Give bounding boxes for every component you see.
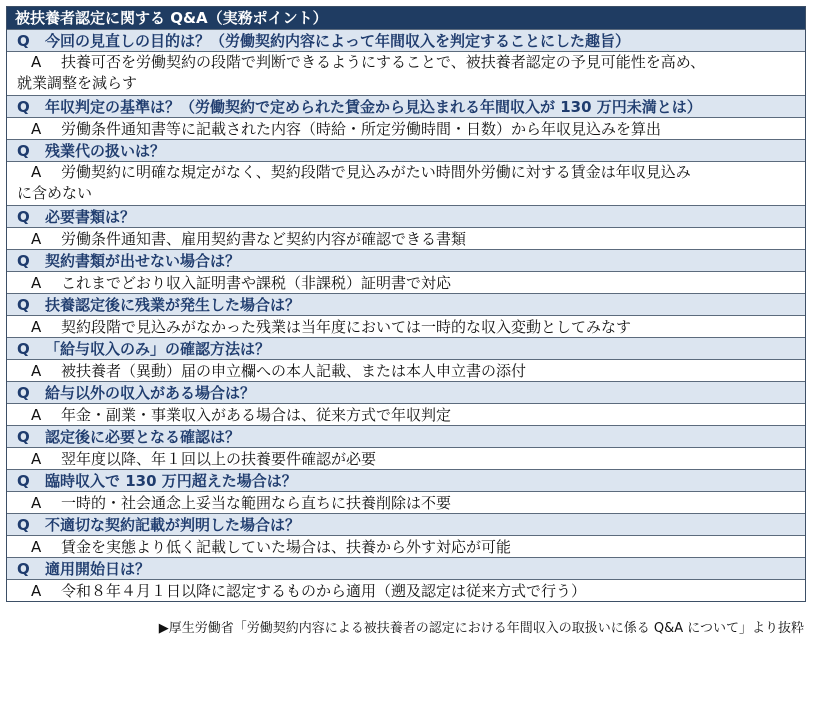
qa-table <box>6 6 806 602</box>
question-mark: Q <box>17 560 30 578</box>
answer-row <box>7 315 805 337</box>
answer-text: 年金・副業・事業収入がある場合は、従来方式で年収判定 <box>61 406 452 424</box>
question-text: 認定後に必要となる確認は？ <box>45 428 241 446</box>
question-mark: Q <box>17 516 30 534</box>
question-mark: Q <box>17 296 30 314</box>
question-text: 年収判定の基準は？（労働契約で定められた賃金から見込まれる年間収入が 130 万円未満とは） <box>45 98 702 116</box>
question-mark: Q <box>17 98 30 116</box>
answer-text: これまでどおり収入証明書や課税（非課税）証明書で対応 <box>61 274 452 292</box>
question-text: 必要書類は？ <box>45 208 136 226</box>
question-text: 適用開始日は？ <box>45 560 151 578</box>
question-text: 臨時収入で 130 万円超えた場合は？ <box>45 472 297 490</box>
question-text: 残業代の扱いは？ <box>45 142 166 160</box>
answer-row <box>7 403 805 425</box>
answer-mark: A <box>31 318 42 336</box>
question-row <box>7 293 805 315</box>
question-text: 今回の見直しの目的は？（労働契約内容によって年間収入を判定することにした趣旨） <box>45 32 631 50</box>
answer-row <box>7 535 805 557</box>
question-row <box>7 205 805 227</box>
question-row <box>7 29 805 51</box>
question-row <box>7 469 805 491</box>
question-mark: Q <box>17 384 30 402</box>
question-text: 不適切な契約記載が判明した場合は？ <box>45 516 301 534</box>
answer-row <box>7 447 805 469</box>
answer-row <box>7 491 805 513</box>
question-mark: Q <box>17 252 30 270</box>
question-text: 契約書類が出せない場合は？ <box>45 252 241 270</box>
answer-text: 一時的・社会通念上妥当な範囲なら直ちに扶養削除は不要 <box>61 494 452 512</box>
answer-text: 被扶養者（異動）届の申立欄への本人記載、または本人申立書の添付 <box>61 362 527 380</box>
answer-row <box>7 271 805 293</box>
answer-mark: A <box>31 450 42 468</box>
answer-text-line1: 扶養可否を労働契約の段階で判断できるようにすることで、被扶養者認定の予見可能性を高め、 <box>61 53 706 71</box>
answer-row <box>7 51 805 95</box>
answer-mark: A <box>31 538 42 556</box>
answer-text-line1: 労働契約に明確な規定がなく、契約段階で見込みがたい時間外労働に対する賃金は年収見込み <box>61 163 691 181</box>
question-text: 扶養認定後に残業が発生した場合は？ <box>45 296 301 314</box>
answer-text: 契約段階で見込みがなかった残業は当年度においては一時的な収入変動としてみなす <box>61 318 632 336</box>
answer-mark: A <box>31 582 42 600</box>
question-mark: Q <box>17 428 30 446</box>
answer-text: 令和８年４月１日以降に認定するものから適用（遡及認定は従来方式で行う） <box>61 582 587 600</box>
question-mark: Q <box>17 142 30 160</box>
question-row <box>7 425 805 447</box>
answer-text: 労働条件通知書等に記載された内容（時給・所定労働時間・日数）から年収見込みを算出 <box>61 120 662 138</box>
answer-mark: A <box>31 120 42 138</box>
source-note: ▶厚生労働省「労働契約内容による被扶養者の認定における年間収入の取扱いに係る Q&A について」より抜粋 <box>158 621 804 636</box>
question-mark: Q <box>17 32 30 50</box>
answer-mark: A <box>31 230 42 248</box>
answer-text: 労働条件通知書、雇用契約書など契約内容が確認できる書類 <box>61 230 467 248</box>
question-text: 給与以外の収入がある場合は？ <box>45 384 256 402</box>
answer-row <box>7 359 805 381</box>
question-row <box>7 513 805 535</box>
question-row <box>7 249 805 271</box>
question-mark: Q <box>17 472 30 490</box>
answer-row <box>7 117 805 139</box>
answer-row <box>7 161 805 205</box>
answer-text-line2: に含めない <box>17 184 93 202</box>
answer-mark: A <box>31 274 42 292</box>
answer-mark: A <box>31 362 42 380</box>
answer-text: 翌年度以降、年１回以上の扶養要件確認が必要 <box>61 450 377 468</box>
answer-mark: A <box>31 53 42 71</box>
question-row <box>7 381 805 403</box>
question-row <box>7 337 805 359</box>
answer-row <box>7 579 805 601</box>
question-row <box>7 95 805 117</box>
answer-mark: A <box>31 406 42 424</box>
answer-mark: A <box>31 494 42 512</box>
question-text: 「給与収入のみ」の確認方法は？ <box>45 340 271 358</box>
question-row <box>7 557 805 579</box>
answer-text: 賃金を実態より低く記載していた場合は、扶養から外す対応が可能 <box>61 538 512 556</box>
question-row <box>7 139 805 161</box>
table-title: 被扶養者認定に関する Q&A（実務ポイント） <box>7 7 805 29</box>
question-mark: Q <box>17 340 30 358</box>
question-mark: Q <box>17 208 30 226</box>
answer-text-line2: 就業調整を減らす <box>17 74 138 92</box>
answer-row <box>7 227 805 249</box>
answer-mark: A <box>31 163 42 181</box>
